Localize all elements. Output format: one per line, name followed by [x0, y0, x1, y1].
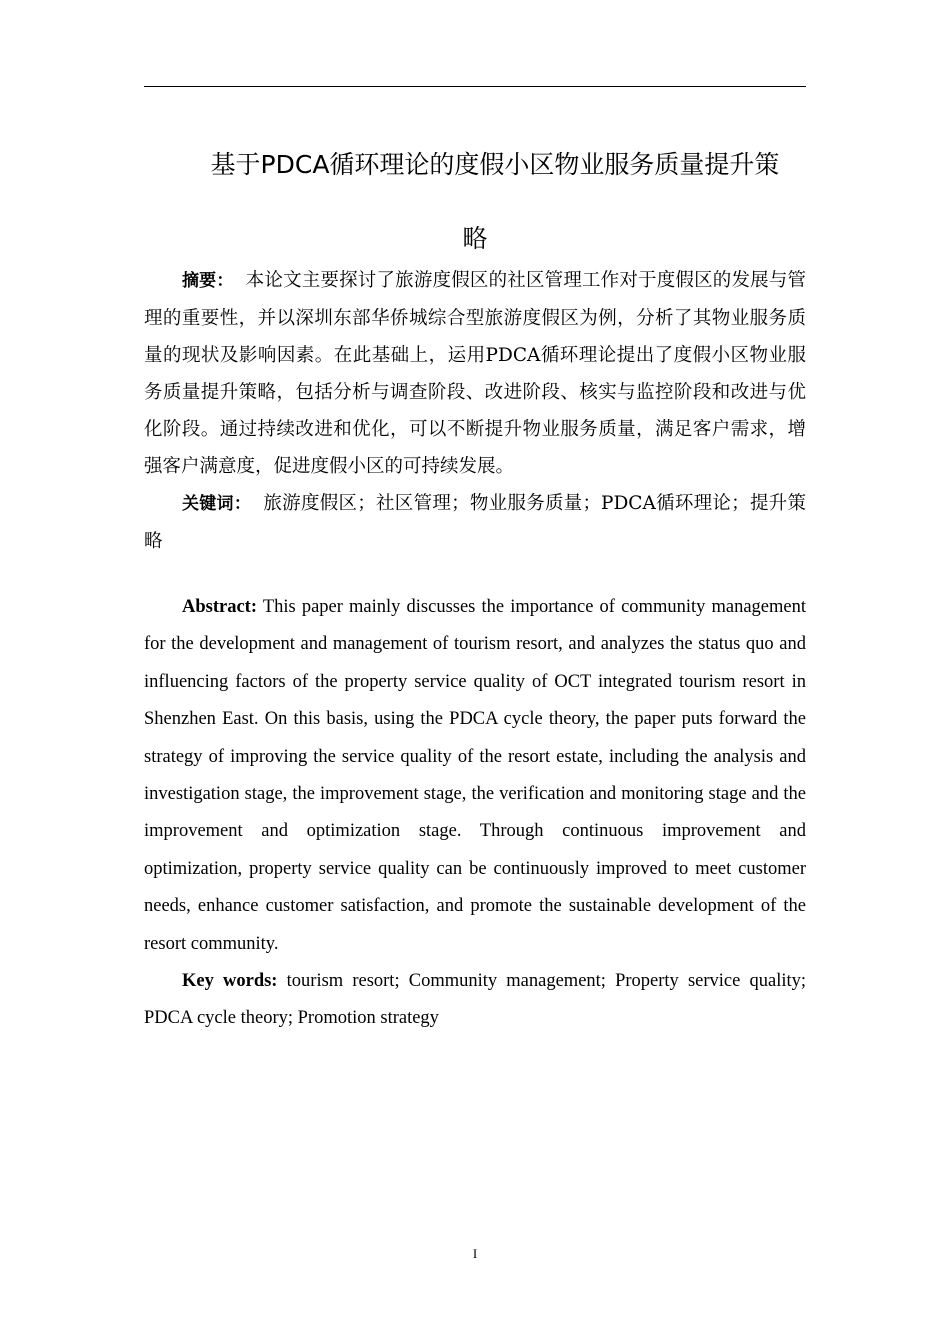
english-keywords-text: tourism resort; Community management; Property service quality; PDCA cycle theory; Promotion strategy — [144, 971, 807, 1029]
chinese-abstract-section — [144, 262, 806, 560]
page-number: I — [472, 1246, 478, 1261]
chinese-keywords-label: 关键词： — [182, 494, 252, 514]
english-abstract — [144, 589, 806, 963]
english-abstract-text: This paper mainly discusses the importance of community management for the development and management of tourism resort, and analyzes the status quo and influencing factors of the property service quality of OCT integrated tourism resort in Shenzhen East. On this basis, using the PDCA cycle theory, the paper puts forward the strategy of improving the service quality of the resort estate, including the analysis and investigation stage, the improvement stage, the verification and monitoring stage and the improvement and optimization stage. Through continuous improvement and optimization, property service quality can be continuously improved to meet customer needs, enhance customer satisfaction, and promote the sustainable development of the resort community. — [144, 597, 806, 954]
chinese-abstract — [144, 262, 806, 485]
english-abstract-section — [144, 589, 806, 1038]
chinese-abstract-label: 摘要： — [182, 271, 234, 291]
chinese-abstract-text: 本论文主要探讨了旅游度假区的社区管理工作对于度假区的发展与管理的重要性，并以深圳东部华侨城综合型旅游度假区为例，分析了其物业服务质量的现状及影响因素。在此基础上，运用PDCA循环理论提出了度假小区物业服务质量提升策略，包括分析与调查阶段、改进阶段、核实与监控阶段和改进与优化阶段。通过持续改进和优化，可以不断提升物业服务质量，满足客户需求，增强客户满意度，促进度假小区的可持续发展。 — [144, 270, 807, 477]
chinese-keywords — [144, 485, 806, 560]
header-rule — [144, 86, 806, 87]
title-line-1: 基于PDCA循环理论的度假小区物业服务质量提升策 — [210, 150, 780, 179]
paper-title — [144, 128, 806, 276]
title-line-2: 略 — [462, 224, 488, 253]
english-abstract-label: Abstract: — [182, 597, 258, 617]
english-keywords-label: Key words: — [182, 971, 278, 992]
english-keywords — [144, 963, 806, 1038]
chinese-keywords-text: 旅游度假区；社区管理；物业服务质量；PDCA循环理论；提升策略 — [144, 493, 806, 552]
